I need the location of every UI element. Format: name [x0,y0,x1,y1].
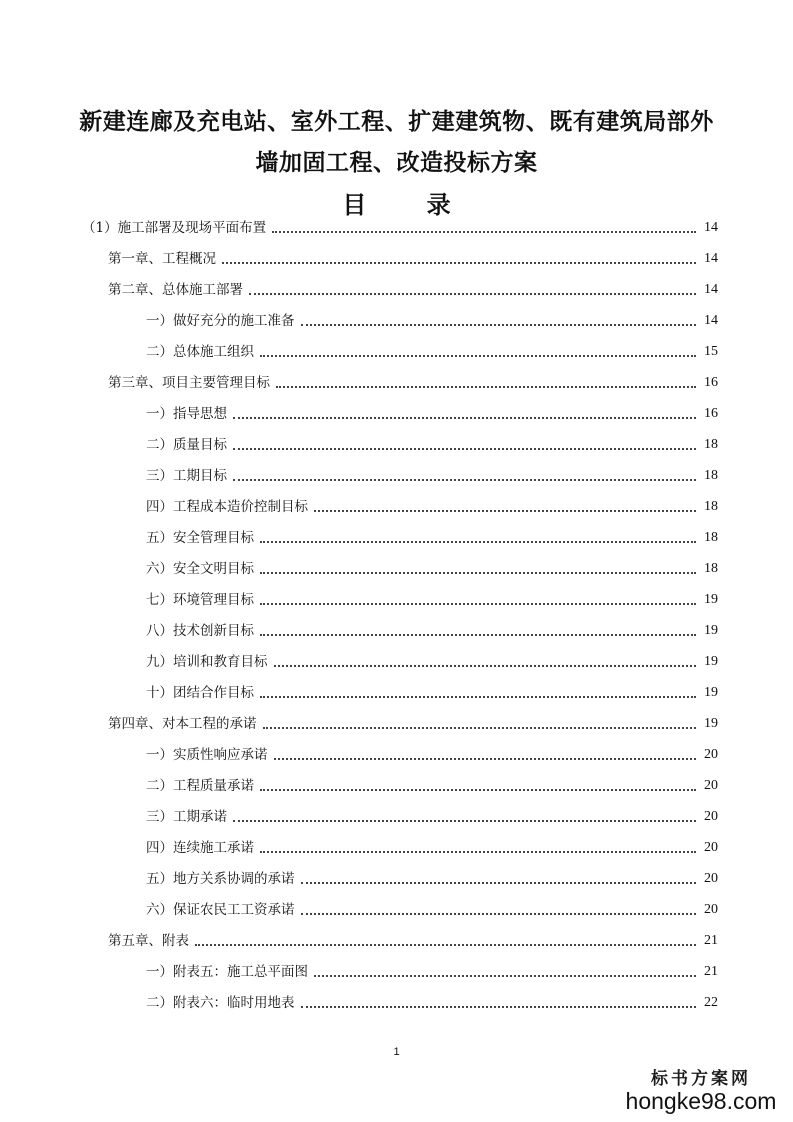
toc-entry-page: 16 [704,375,718,390]
toc-entry-page: 16 [704,406,718,421]
toc-entry-label: 八）技术创新目标 [146,623,254,639]
toc-leader-dots [301,997,697,1011]
toc-entry-page: 19 [704,685,718,700]
toc-entry[interactable] [146,648,718,670]
toc-leader-dots [274,656,697,670]
toc-leader-dots [314,966,696,980]
toc-entry-page: 18 [704,499,718,514]
toc-entry[interactable] [146,555,718,577]
toc-entry-label: 一）附表五：施工总平面图 [146,964,308,980]
toc-entry-label: 第三章、项目主要管理目标 [108,375,270,391]
toc-entry[interactable] [146,493,718,515]
toc-entry[interactable] [146,772,718,794]
toc-entry-label: 三）工期承诺 [146,809,227,825]
page-number: 1 [393,1046,400,1058]
toc-entry-page: 15 [704,344,718,359]
toc-entry-page: 18 [704,561,718,576]
toc-entry-label: 二）工程质量承诺 [146,778,254,794]
toc-entry-label: 六）安全文明目标 [146,561,254,577]
toc-entry[interactable] [146,958,718,980]
toc-entry-label: 第二章、总体施工部署 [108,282,243,298]
watermark-site-name: 标书方案网 [651,1069,751,1090]
toc-entry-page: 20 [704,840,718,855]
toc-leader-dots [260,625,696,639]
toc-leader-dots [276,377,696,391]
toc-leader-dots [260,563,696,577]
toc-entry[interactable] [108,276,718,298]
toc-entry[interactable] [146,400,718,422]
toc-entry[interactable] [108,245,718,267]
toc-entry-page: 20 [704,747,718,762]
watermark-url: hongke98.com [625,1087,777,1114]
toc-leader-dots [260,687,696,701]
toc-entry-page: 20 [704,778,718,793]
toc-entry[interactable] [146,834,718,856]
toc-leader-dots [233,439,696,453]
document-title-line-2: 墙加固工程、改造投标方案 [255,150,538,176]
toc-entry-label: 二）质量目标 [146,437,227,453]
toc-leader-dots [301,873,697,887]
toc-entry-label: （1）施工部署及现场平面布置 [82,220,267,236]
toc-leader-dots [260,346,696,360]
toc-entry[interactable] [146,865,718,887]
toc-entry-page: 18 [704,530,718,545]
toc-leader-dots [233,470,696,484]
toc-entry[interactable] [146,431,718,453]
toc-leader-dots [263,718,697,732]
toc-entry-label: 三）工期目标 [146,468,227,484]
toc-entry-page: 21 [704,964,718,979]
toc-entry-label: 五）安全管理目标 [146,530,254,546]
toc-entry-label: 六）保证农民工工资承诺 [146,902,295,918]
toc-entry-label: 四）连续施工承诺 [146,840,254,856]
toc-leader-dots [260,842,696,856]
toc-leader-dots [260,594,696,608]
toc-entry[interactable] [146,524,718,546]
toc-entry-label: 第四章、对本工程的承诺 [108,716,257,732]
toc-entry-label: 九）培训和教育目标 [146,654,268,670]
toc-leader-dots [233,408,696,422]
toc-leader-dots [249,284,696,298]
toc-entry[interactable] [108,927,718,949]
toc-entry[interactable] [146,586,718,608]
document-title-line-1: 新建连廊及充电站、室外工程、扩建建筑物、既有建筑局部外 [79,109,714,135]
toc-entry-label: 一）做好充分的施工准备 [146,313,295,329]
toc-entry-page: 20 [704,871,718,886]
toc-entry[interactable] [146,679,718,701]
toc-entry[interactable] [146,462,718,484]
toc-entry[interactable] [146,989,718,1011]
toc-entry-label: 第一章、工程概况 [108,251,216,267]
toc-leader-dots [260,780,696,794]
toc-entry-page: 19 [704,592,718,607]
toc-entry-label: 一）指导思想 [146,406,227,422]
toc-entry[interactable] [82,214,718,236]
toc-leader-dots [301,904,697,918]
watermark [621,1070,781,1114]
toc-leader-dots [314,501,696,515]
toc-entry[interactable] [146,741,718,763]
toc-heading: 目 录 [342,191,477,219]
toc-entry-label: 二）总体施工组织 [146,344,254,360]
toc-entry-page: 20 [704,902,718,917]
toc-entry[interactable] [146,307,718,329]
toc-entry-label: 第五章、附表 [108,933,189,949]
toc-leader-dots [274,749,697,763]
toc-entry-page: 14 [704,313,718,328]
toc-entry-label: 五）地方关系协调的承诺 [146,871,295,887]
toc-leader-dots [222,253,696,267]
toc-entry-label: 一）实质性响应承诺 [146,747,268,763]
toc-entry-page: 19 [704,716,718,731]
toc-entry-label: 四）工程成本造价控制目标 [146,499,308,515]
toc-entry-page: 20 [704,809,718,824]
toc-leader-dots [260,532,696,546]
toc-entry-label: 七）环境管理目标 [146,592,254,608]
toc-entry-label: 二）附表六：临时用地表 [146,995,295,1011]
toc-entry-label: 十）团结合作目标 [146,685,254,701]
toc-entry[interactable] [146,803,718,825]
toc-entry-page: 22 [704,995,718,1010]
toc-entry-page: 19 [704,654,718,669]
toc-entry[interactable] [146,617,718,639]
toc-entry[interactable] [146,338,718,360]
toc-entry[interactable] [108,369,718,391]
toc-entry-page: 18 [704,437,718,452]
toc-leader-dots [272,222,696,236]
toc-entry-page: 14 [704,282,718,297]
toc-entry[interactable] [108,710,718,732]
toc-leader-dots [195,935,696,949]
toc-entry-page: 21 [704,933,718,948]
toc-leader-dots [233,811,696,825]
toc-entry-page: 19 [704,623,718,638]
toc-entry-page: 18 [704,468,718,483]
toc-entry-page: 14 [704,251,718,266]
toc-entry[interactable] [146,896,718,918]
toc-entry-page: 14 [704,220,718,235]
toc-leader-dots [301,315,697,329]
